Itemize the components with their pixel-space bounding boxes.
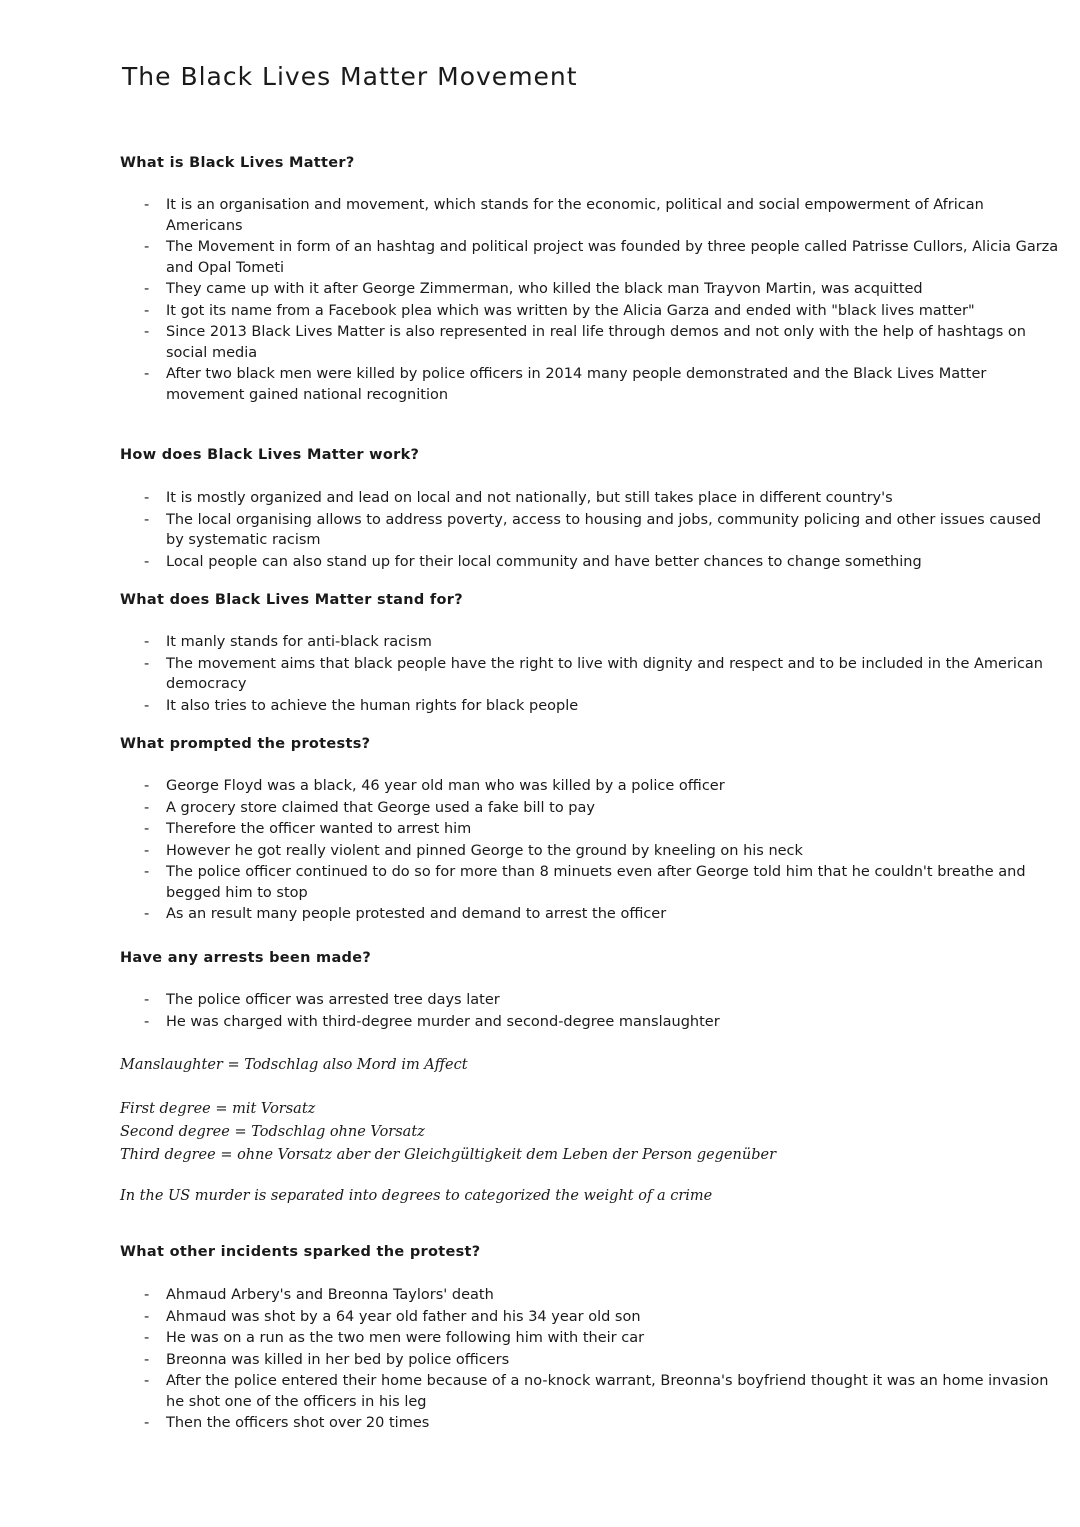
note-us-degrees: In the US murder is separated into degrees to categorized the weight of a crime xyxy=(120,1188,713,1204)
list-item: - Then the officers shot over 20 times xyxy=(140,1413,1060,1434)
section-heading-arrests: Have any arrests been made? xyxy=(120,950,372,966)
note-second-degree: Second degree = Todschlag ohne Vorsatz xyxy=(120,1124,425,1140)
list-item: - Ahmaud was shot by a 64 year old father and his 34 year old son xyxy=(140,1307,1060,1328)
list-item: - He was on a run as the two men were following him with their car xyxy=(140,1328,1060,1349)
list-item: - The police officer continued to do so for more than 8 minuets even after George told him that he couldn't breathe and begged him to stop xyxy=(140,862,1060,903)
page-title: The Black Lives Matter Movement xyxy=(122,62,578,91)
list-item: - It manly stands for anti-black racism xyxy=(140,632,1060,653)
list-item: - It got its name from a Facebook plea which was written by the Alicia Garza and ended with "black lives matter" xyxy=(140,301,1060,322)
list-item: - However he got really violent and pinned George to the ground by kneeling on his neck xyxy=(140,841,1060,862)
section-list-prompted-protests xyxy=(140,776,1060,926)
section-heading-other-incidents: What other incidents sparked the protest? xyxy=(120,1244,481,1260)
section-heading-what-is-blm: What is Black Lives Matter? xyxy=(120,155,355,171)
list-item: - Local people can also stand up for their local community and have better chances to change something xyxy=(140,552,1060,573)
list-item: - It is an organisation and movement, which stands for the economic, political and social empowerment of African Americans xyxy=(140,195,1060,236)
list-item: - It is mostly organized and lead on local and not nationally, but still takes place in different country's xyxy=(140,488,1060,509)
list-item: - He was charged with third-degree murder and second-degree manslaughter xyxy=(140,1012,1060,1033)
section-heading-stand-for: What does Black Lives Matter stand for? xyxy=(120,592,463,608)
note-first-degree: First degree = mit Vorsatz xyxy=(120,1101,316,1117)
list-item: - The police officer was arrested tree days later xyxy=(140,990,1060,1011)
list-item: - The Movement in form of an hashtag and political project was founded by three people called Patrisse Cullors, Alicia Garza and Opal Tometi xyxy=(140,237,1060,278)
list-item: - A grocery store claimed that George used a fake bill to pay xyxy=(140,798,1060,819)
section-heading-how-works: How does Black Lives Matter work? xyxy=(120,447,420,463)
section-list-what-is-blm xyxy=(140,195,1060,406)
list-item: - Since 2013 Black Lives Matter is also represented in real life through demos and not only with the help of hashtags on social media xyxy=(140,322,1060,363)
list-item: - Breonna was killed in her bed by police officers xyxy=(140,1350,1060,1371)
section-list-other-incidents xyxy=(140,1285,1060,1435)
section-list-arrests xyxy=(140,990,1060,1033)
section-list-how-works xyxy=(140,488,1060,573)
note-third-degree: Third degree = ohne Vorsatz aber der Gleichgültigkeit dem Leben der Person gegenüber xyxy=(120,1147,777,1163)
list-item: - George Floyd was a black, 46 year old man who was killed by a police officer xyxy=(140,776,1060,797)
list-item: - The local organising allows to address poverty, access to housing and jobs, community policing and other issues caused by systematic racism xyxy=(140,510,1060,551)
section-heading-prompted-protests: What prompted the protests? xyxy=(120,736,371,752)
list-item: - After two black men were killed by police officers in 2014 many people demonstrated and the Black Lives Matter movement gained national recognition xyxy=(140,364,1060,405)
list-item: - After the police entered their home because of a no-knock warrant, Breonna's boyfriend thought it was an home invasion he shot one of the officers in his leg xyxy=(140,1371,1060,1412)
list-item: - They came up with it after George Zimmerman, who killed the black man Trayvon Martin, was acquitted xyxy=(140,279,1060,300)
list-item: - The movement aims that black people have the right to live with dignity and respect and to be included in the American democracy xyxy=(140,654,1060,695)
section-list-stand-for xyxy=(140,632,1060,717)
note-manslaughter: Manslaughter = Todschlag also Mord im Affect xyxy=(120,1057,468,1073)
list-item: - Therefore the officer wanted to arrest him xyxy=(140,819,1060,840)
list-item: - It also tries to achieve the human rights for black people xyxy=(140,696,1060,717)
list-item: - Ahmaud Arbery's and Breonna Taylors' death xyxy=(140,1285,1060,1306)
list-item: - As an result many people protested and demand to arrest the officer xyxy=(140,904,1060,925)
